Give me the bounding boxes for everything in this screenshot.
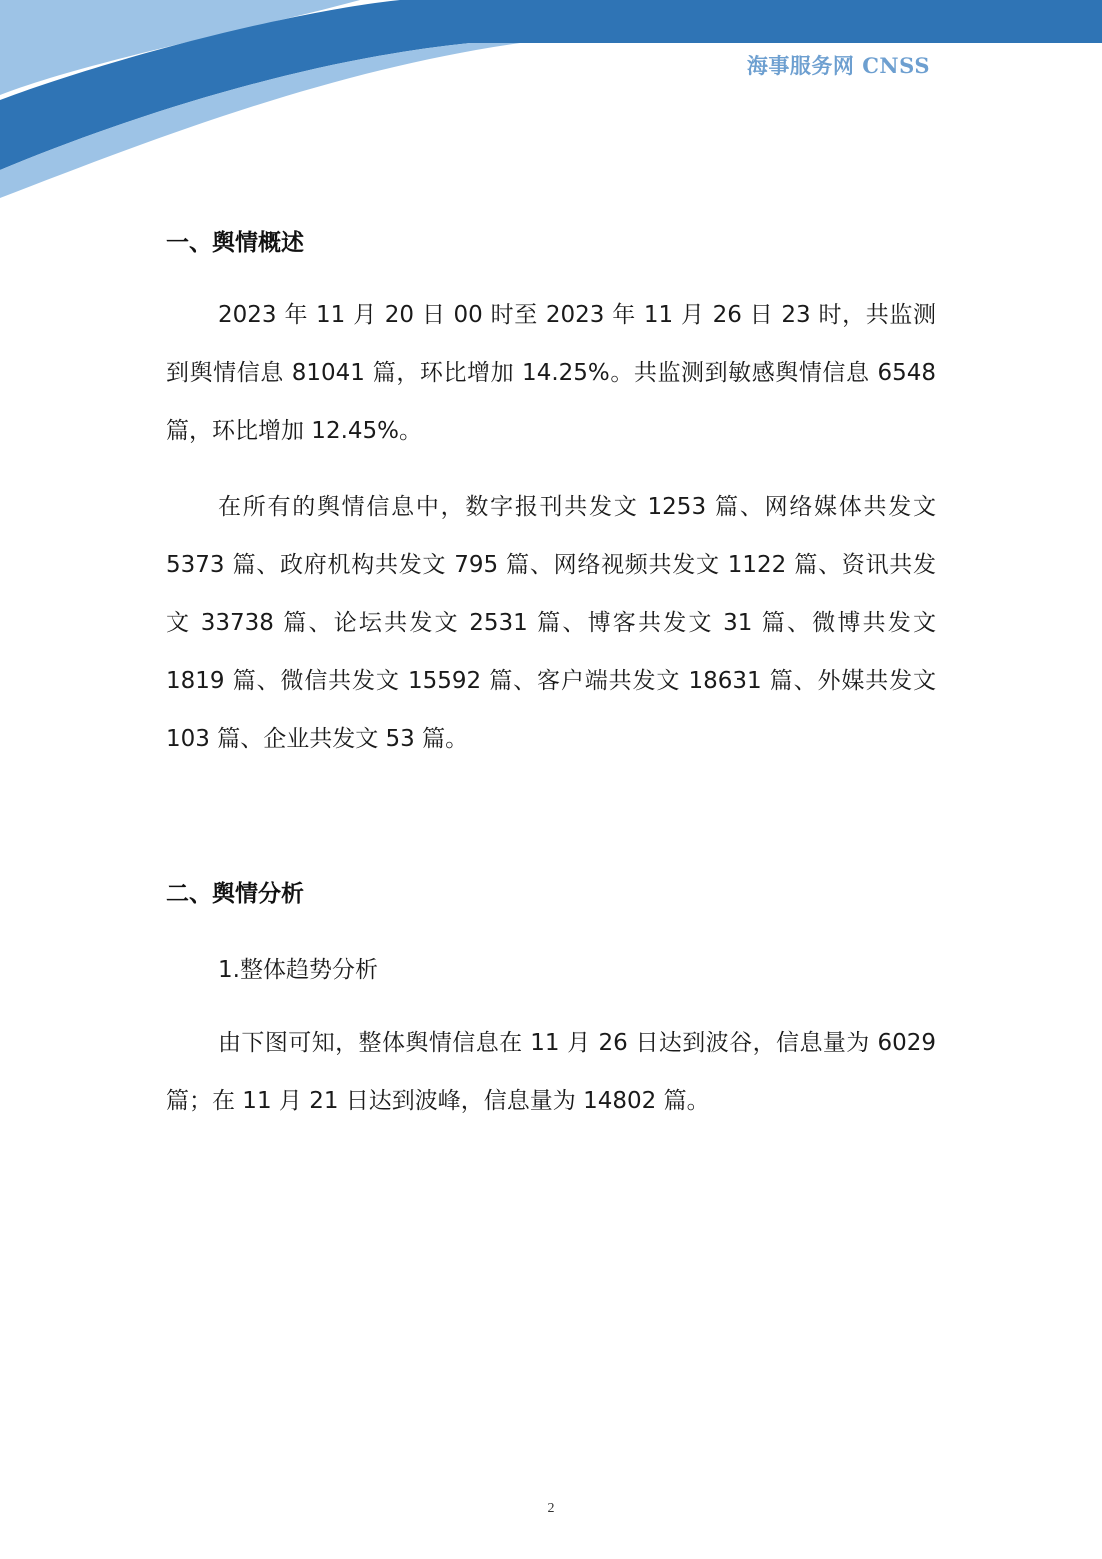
section-title-analysis: 二、舆情分析 [166,881,304,907]
trend-paragraph: 由下图可知，整体舆情信息在 11 月 26 日达到波谷，信息量为 6029 篇；在 11 月 21 日达到波峰，信息量为 14802 篇。 [166,1030,936,1114]
overview-paragraph-1: 2023 年 11 月 20 日 00 时至 2023 年 11 月 26 日 23 时，共监测到舆情信息 81041 篇，环比增加 14.25%。共监测到敏感舆情信息 6548 篇，环比增加 12.45%。 [166,302,936,444]
page-number: 2 [547,1501,555,1516]
brand-logo-text: 海事服务网 CNSS [746,53,930,78]
subheading-trend-analysis: 1.整体趋势分析 [218,957,378,983]
header-decoration [0,0,1102,200]
overview-paragraph-2: 在所有的舆情信息中，数字报刊共发文 1253 篇、网络媒体共发文 5373 篇、政府机构共发文 795 篇、网络视频共发文 1122 篇、资讯共发文 33738 篇、论坛共发文 2531 篇、博客共发文 31 篇、微博共发文 1819 篇、微信共发文 15592 篇、客户端共发文 18631 篇、外媒共发文 103 篇、企业共发文 53 篇。 [166,494,936,752]
section-title-overview: 一、舆情概述 [166,230,304,256]
